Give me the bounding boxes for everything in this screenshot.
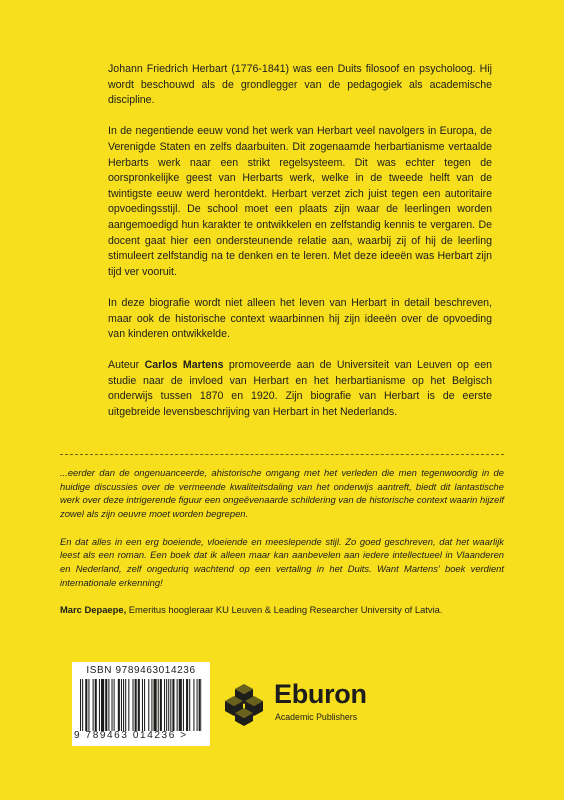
publisher-name: Eburon bbox=[274, 679, 367, 709]
review-quote: ...eerder dan de ongenuanceerde, ahistorische omgang met het verleden die men tegenwoordig in de huidige discussies over de vermeende kwaliteitsdaling van het onderwijs aantreft, biedt dit lantastische werk over deze intrigerende figuur een ongeëvenaarde schildering van de historische context waarin hijzelf zowel als zijn oeuvre moet worden begrepen. bbox=[60, 467, 504, 520]
endorser-signature bbox=[60, 603, 504, 617]
author-paragraph bbox=[108, 358, 492, 420]
review-quotes bbox=[60, 466, 504, 617]
author-bio: promoveerde aan de Universiteit van Leuven op een studie naar de invloed van Herbart en het herbartianisme op het Belgisch onderwijs tussen 1870 en 1920. Zijn biografie van Herbart is de eerste uitgebreide levensbeschrijving van Herbart in het Nederlands. bbox=[108, 359, 492, 419]
barcode-digits: 9 789463 014236 > bbox=[74, 730, 188, 741]
author-name: Carlos Martens bbox=[144, 359, 224, 372]
dashed-divider bbox=[60, 454, 504, 455]
barcode-bars bbox=[80, 679, 202, 731]
eburon-cubes-icon bbox=[222, 682, 266, 726]
biography-paragraph: In deze biografie wordt niet alleen het leven van Herbart in detail beschreven, maar ook de historische context waarbinnen hij zijn ideeën over de opvoeding van kinderen ontwikkelde. bbox=[108, 296, 492, 341]
back-cover-blurb bbox=[108, 62, 492, 421]
review-quote: En dat alles in een erg boeiende, vloeiende en meeslepende stijl. Zo goed geschreven, dat het waarlijk leest als een roman. Een boek dat ik alleen maar kan aanbevelen aan iedere intellectueel in Vlaanderen en Nederland, zelf ongeduriq wachtend op een vertaling in het Duits. Want Martens' boek verdient internationale erkenning! bbox=[60, 535, 504, 588]
intro-paragraph: Johann Friedrich Herbart (1776-1841) was een Duits filosoof en psycholoog. Hij wordt beschouwd als de grondlegger van de pedagogiek als academische discipline. bbox=[108, 63, 492, 107]
isbn-barcode bbox=[72, 662, 210, 746]
publisher-tagline: Academic Publishers bbox=[275, 712, 358, 722]
endorser-title: Emeritus hoogleraar KU Leuven & Leading Researcher University of Latvia. bbox=[126, 604, 443, 615]
author-prefix: Auteur bbox=[108, 359, 145, 372]
history-paragraph: In de negentiende eeuw vond het werk van Herbart veel navolgers in Europa, de Verenigde Staten en zelfs daarbuiten. Dit zogenaamde herbartianisme vertaalde Herbarts werk naar een strikt regelsysteem. Dit was echter tegen de oorspronkelijke geest van Herbarts werk, welke in de tweede helft van de twintigste eeuw werd herontdekt. Herbart verzet zich juist tegen een autoritaire opvoedingsstijl. De school moet een plaats zijn waar de leerlingen worden aangemoedigd hun karakter te ontwikkelen en zelfstandig kennis te vergaren. De docent gaat hier een ondersteunende relatie aan, waarbij zij of hij de leerling stimuleert zelfstandig na te denken en te leren. Met deze ideeën was Herbart zijn tijd ver vooruit. bbox=[108, 125, 492, 278]
isbn-label: ISBN 9789463014236 bbox=[86, 665, 196, 676]
endorser-name: Marc Depaepe, bbox=[60, 604, 127, 615]
